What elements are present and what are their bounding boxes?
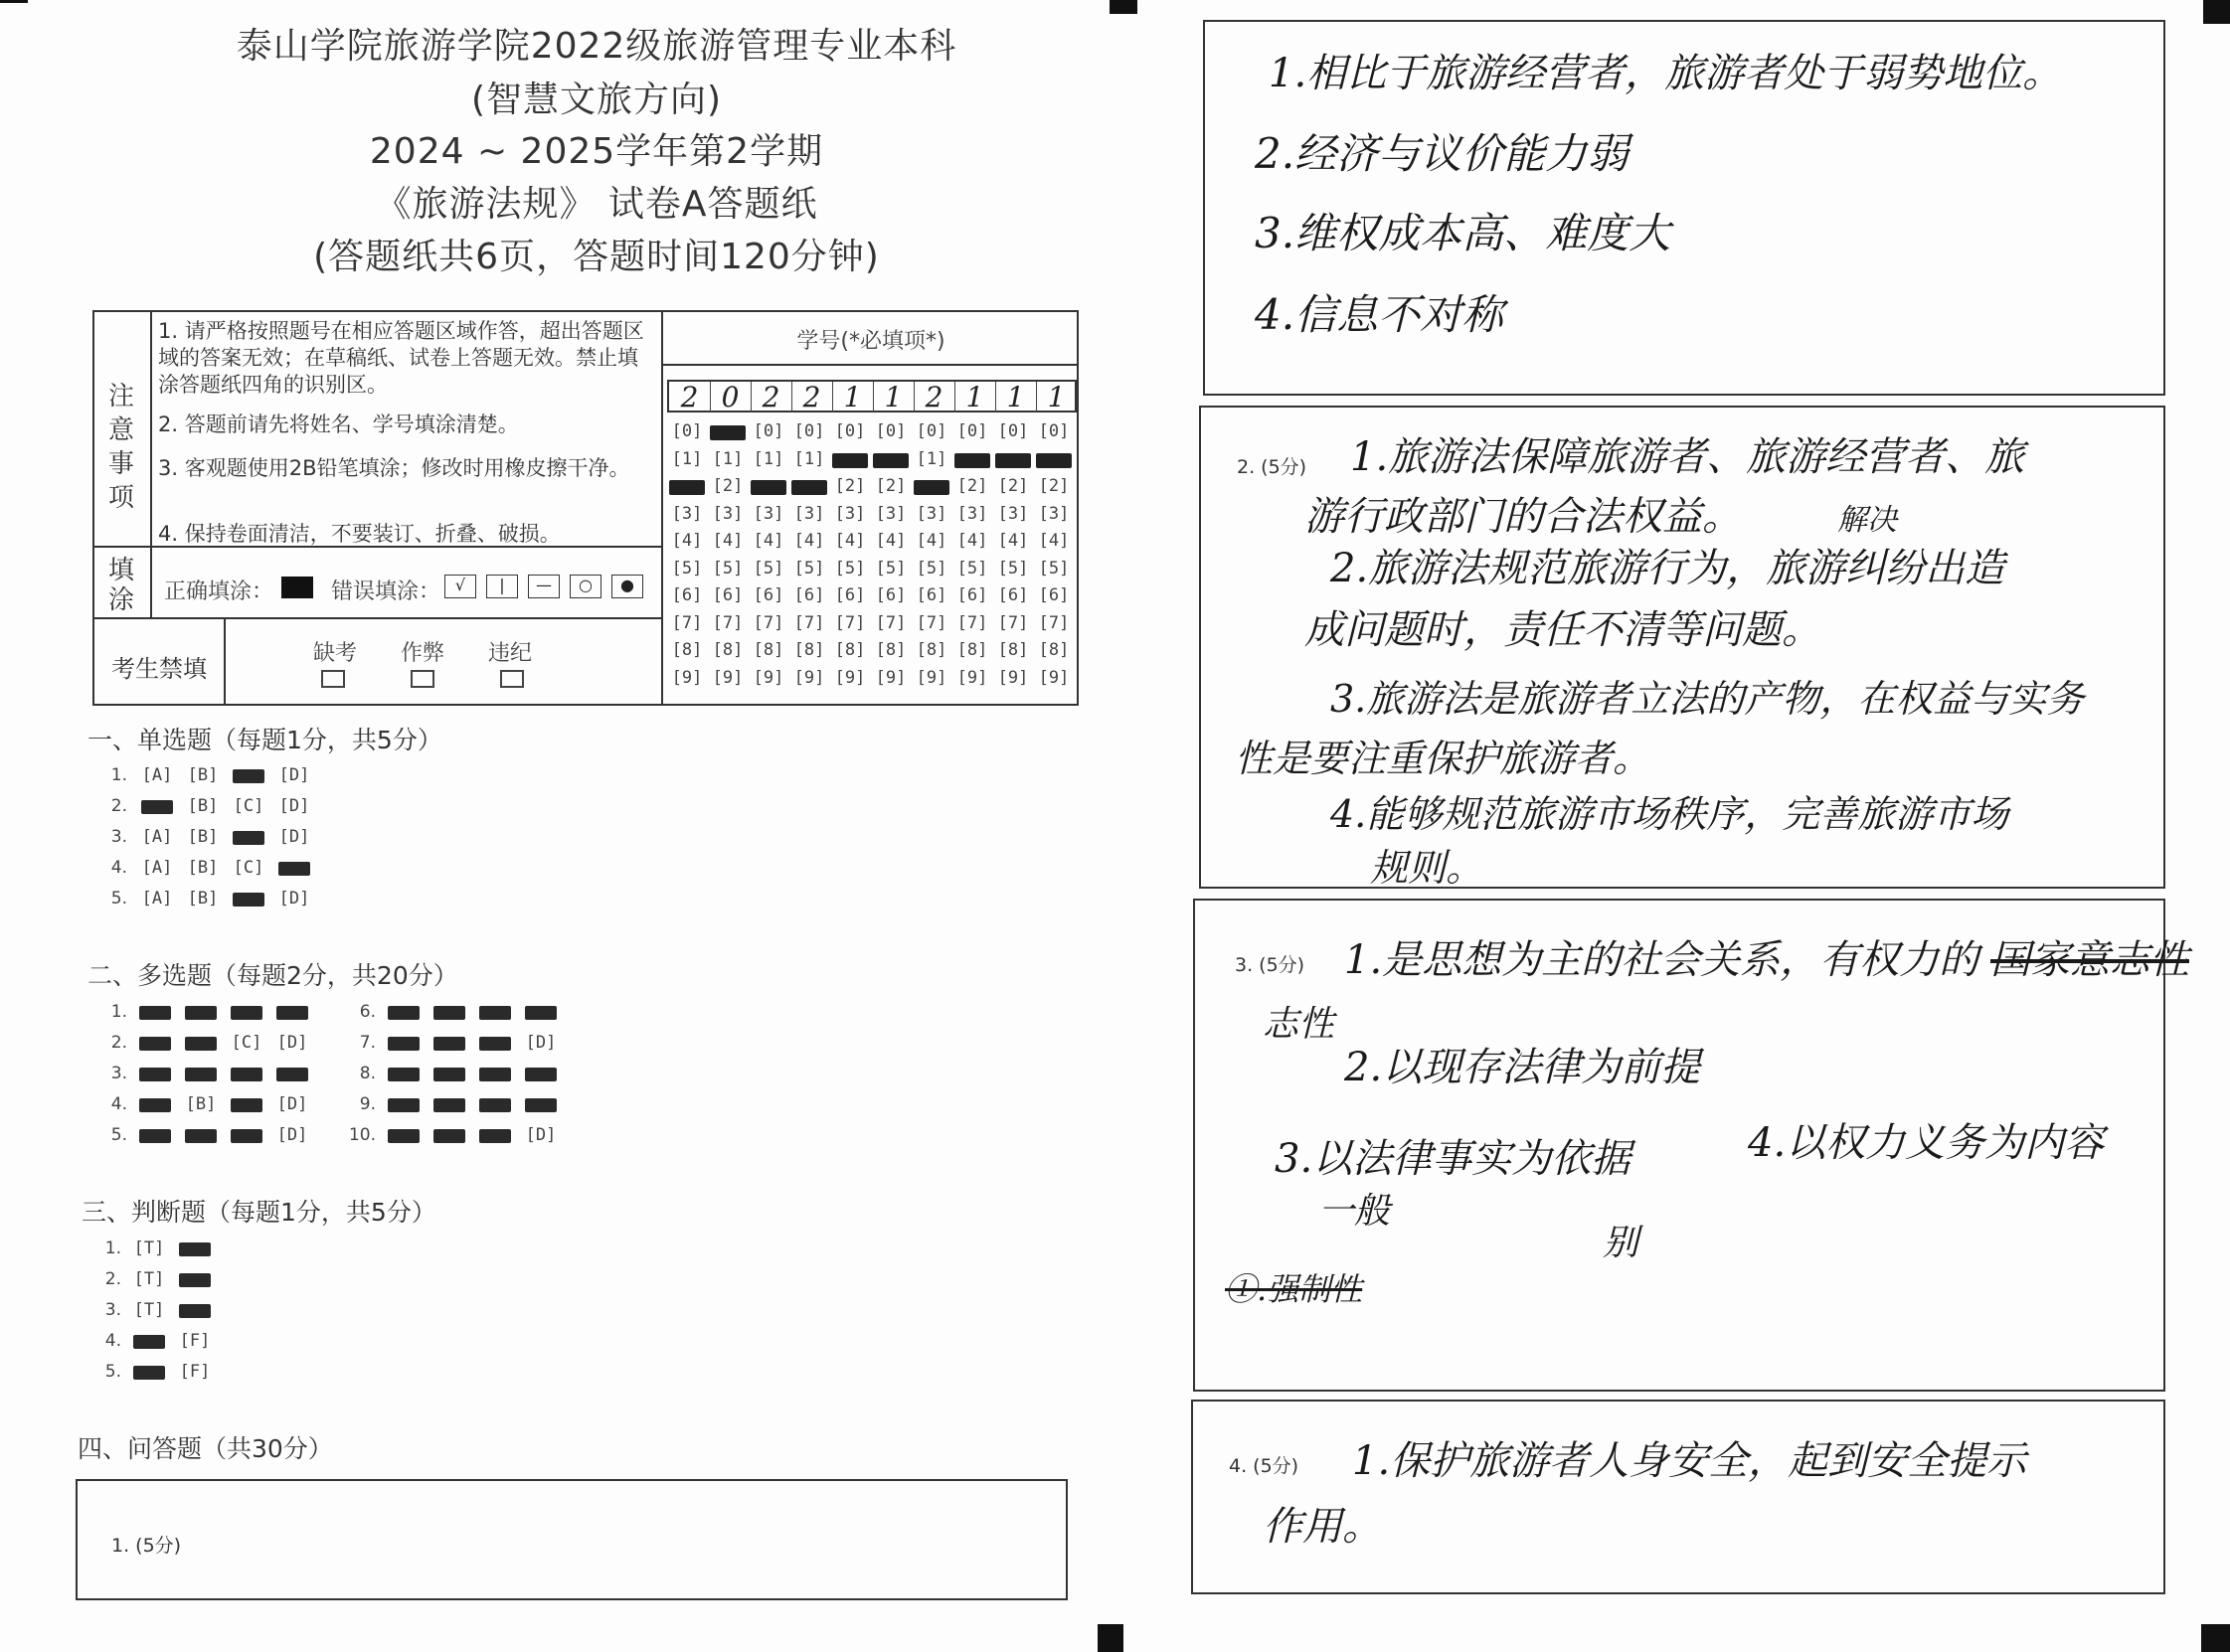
option-bubble-filled[interactable] bbox=[133, 1335, 165, 1349]
status-cheat-label: 作弊 bbox=[401, 641, 445, 666]
id-bubble[interactable]: [0] bbox=[671, 421, 703, 441]
id-bubble[interactable] bbox=[832, 453, 868, 468]
fill-correct-sample bbox=[281, 577, 313, 598]
answer-box-q4[interactable] bbox=[1191, 1400, 2165, 1594]
id-bubble[interactable]: [8] bbox=[997, 640, 1029, 660]
wrong-mark-circle: ○ bbox=[570, 575, 601, 598]
id-bubble[interactable]: [4] bbox=[916, 531, 947, 551]
question-number: 4. bbox=[110, 858, 127, 878]
q1-label: 1. (5分) bbox=[111, 1535, 182, 1557]
option-bubble-filled[interactable] bbox=[233, 831, 264, 845]
q2-answer-line8: 规则。 bbox=[1370, 846, 1484, 890]
option-bubble-filled[interactable] bbox=[525, 1006, 557, 1020]
option-bubble[interactable]: [T] bbox=[133, 1300, 165, 1320]
id-bubble[interactable]: [4] bbox=[1038, 531, 1070, 551]
option-bubble[interactable]: [B] bbox=[187, 889, 219, 909]
option-bubble[interactable]: [B] bbox=[185, 1094, 217, 1114]
id-bubble[interactable]: [2] bbox=[997, 476, 1029, 496]
notes-item-2: 2. 答题前请先将姓名、学号填涂清楚。 bbox=[158, 413, 519, 436]
id-digit: 2 bbox=[669, 382, 711, 413]
id-bubble[interactable]: [8] bbox=[956, 640, 988, 660]
id-bubble[interactable]: [1] bbox=[793, 448, 825, 469]
question-number: 9. bbox=[359, 1094, 376, 1114]
id-bubble[interactable]: [7] bbox=[956, 612, 988, 633]
id-bubble[interactable]: [6] bbox=[834, 585, 866, 605]
option-bubble-filled[interactable] bbox=[388, 1037, 420, 1051]
id-bubble[interactable]: [3] bbox=[712, 503, 744, 524]
question-number: 5. bbox=[110, 1125, 127, 1145]
option-bubble[interactable]: [A] bbox=[141, 858, 173, 878]
section3-questions bbox=[82, 1239, 380, 1398]
option-bubble[interactable]: [C] bbox=[233, 858, 264, 878]
header-line4: 《旅游法规》 试卷A答题纸 bbox=[375, 184, 818, 225]
row-divider-1 bbox=[94, 546, 661, 548]
id-bubble[interactable]: [2] bbox=[956, 476, 988, 496]
id-bubble[interactable]: [9] bbox=[793, 667, 825, 688]
option-bubble-filled[interactable] bbox=[433, 1068, 465, 1081]
section3-title: 三、判断题（每题1分，共5分） bbox=[82, 1198, 436, 1227]
option-bubble[interactable]: [F] bbox=[179, 1331, 211, 1351]
q3-answer-line1: 1.是思想为主的社会关系，有权力的 bbox=[1344, 937, 1979, 983]
question-number: 5. bbox=[104, 1362, 121, 1382]
option-bubble[interactable]: [D] bbox=[278, 765, 310, 785]
option-bubble-filled[interactable] bbox=[278, 862, 310, 876]
q2-answer-line7: 4.能够规范旅游市场秩序，完善旅游市场 bbox=[1330, 792, 2009, 836]
option-bubble-filled[interactable] bbox=[388, 1098, 420, 1112]
id-bubble[interactable]: [6] bbox=[997, 585, 1029, 605]
option-bubble[interactable]: [A] bbox=[141, 827, 173, 847]
id-bubble[interactable]: [6] bbox=[671, 585, 703, 605]
q3-answer-line6: 一般 bbox=[1318, 1191, 1391, 1232]
q3-answer-line5: 4.以权力义务为内容 bbox=[1748, 1120, 2105, 1166]
header-line3: 2024 ~ 2025学年第2学期 bbox=[369, 131, 824, 172]
notes-item-4: 4. 保持卷面清洁，不要装订、折叠、破损。 bbox=[158, 522, 561, 546]
option-bubble[interactable]: [T] bbox=[133, 1239, 165, 1258]
option-bubble[interactable]: [F] bbox=[179, 1362, 211, 1382]
id-bubble[interactable]: [7] bbox=[671, 612, 703, 633]
option-bubble-filled[interactable] bbox=[139, 1098, 171, 1112]
id-bubble[interactable]: [3] bbox=[753, 503, 784, 524]
q3-answer-line2: 志性 bbox=[1263, 1004, 1335, 1045]
id-bubble[interactable]: [5] bbox=[793, 558, 825, 578]
option-bubble-filled[interactable] bbox=[231, 1129, 262, 1143]
option-bubble-filled[interactable] bbox=[525, 1068, 557, 1081]
q2-answer-line3: 2.旅游法规范旅游行为，旅游纠纷出造 bbox=[1330, 546, 2005, 591]
question-number: 1. bbox=[104, 1239, 121, 1258]
option-bubble-filled[interactable] bbox=[433, 1129, 465, 1143]
id-bubble[interactable]: [4] bbox=[997, 531, 1029, 551]
option-bubble-filled[interactable] bbox=[479, 1006, 511, 1020]
id-bubble[interactable]: [3] bbox=[916, 503, 947, 524]
id-digit: 1 bbox=[873, 382, 915, 413]
option-bubble-filled[interactable] bbox=[139, 1068, 171, 1081]
option-bubble-filled[interactable] bbox=[179, 1242, 211, 1256]
option-bubble-filled[interactable] bbox=[185, 1037, 217, 1051]
section1-questions bbox=[87, 765, 585, 924]
id-bubble[interactable]: [4] bbox=[793, 531, 825, 551]
option-bubble[interactable]: [D] bbox=[525, 1033, 557, 1053]
id-bubble[interactable]: [7] bbox=[1038, 612, 1070, 633]
id-bubble[interactable]: [7] bbox=[753, 612, 784, 633]
q3-answer-line4: 3.以法律事实为依据 bbox=[1275, 1136, 1631, 1182]
section2-title: 二、多选题（每题2分，共20分） bbox=[87, 961, 458, 990]
id-bubble[interactable] bbox=[873, 453, 909, 468]
id-bubble[interactable]: [9] bbox=[875, 667, 907, 688]
id-bubble[interactable]: [3] bbox=[956, 503, 988, 524]
id-bubble[interactable]: [1] bbox=[753, 448, 784, 469]
id-bubble[interactable]: [8] bbox=[793, 640, 825, 660]
id-bubble[interactable]: [5] bbox=[956, 558, 988, 578]
id-bubble[interactable] bbox=[954, 453, 990, 468]
question-number: 10. bbox=[348, 1125, 376, 1145]
id-digit: 0 bbox=[710, 382, 752, 413]
id-bubble[interactable]: [8] bbox=[753, 640, 784, 660]
q4-label: 4. (5分) bbox=[1229, 1455, 1299, 1477]
question-number: 1. bbox=[110, 765, 127, 785]
corner-marker-bottom-center bbox=[1098, 1624, 1123, 1652]
q4-answer-line2: 作用。 bbox=[1263, 1504, 1382, 1550]
id-bubble[interactable]: [7] bbox=[916, 612, 947, 633]
question-number: 3. bbox=[110, 827, 127, 847]
option-bubble-filled[interactable] bbox=[179, 1304, 211, 1318]
section1-title: 一、单选题（每题1分，共5分） bbox=[87, 726, 442, 754]
question-number: 5. bbox=[110, 889, 127, 909]
q2-answer-line1: 1.旅游法保障旅游者、旅游经营者、旅 bbox=[1350, 434, 2025, 480]
id-bubble[interactable]: [9] bbox=[753, 667, 784, 688]
option-bubble-filled[interactable] bbox=[433, 1098, 465, 1112]
id-bubble[interactable]: [3] bbox=[793, 503, 825, 524]
id-bubble[interactable]: [0] bbox=[753, 421, 784, 441]
id-bubble[interactable] bbox=[995, 453, 1031, 468]
id-digit: 2 bbox=[914, 382, 955, 413]
header-line1: 泰山学院旅游学院2022级旅游管理专业本科 bbox=[236, 26, 957, 67]
option-bubble-filled[interactable] bbox=[179, 1273, 211, 1287]
exam-status-label: 考生禁填 bbox=[111, 655, 207, 683]
id-bubble[interactable]: [4] bbox=[753, 531, 784, 551]
id-bubble[interactable]: [3] bbox=[875, 503, 907, 524]
exam-status-label-cell bbox=[94, 619, 226, 704]
question-number: 2. bbox=[110, 796, 127, 816]
option-bubble-filled[interactable] bbox=[141, 800, 173, 814]
option-bubble-filled[interactable] bbox=[233, 769, 264, 783]
fill-correct-label: 正确填涂： bbox=[164, 579, 274, 604]
id-bubble[interactable]: [4] bbox=[956, 531, 988, 551]
fill-wrong-samples bbox=[444, 575, 643, 598]
fill-wrong-label: 错误填涂： bbox=[331, 579, 441, 604]
question-number: 2. bbox=[104, 1269, 121, 1289]
option-bubble-filled[interactable] bbox=[185, 1129, 217, 1143]
wrong-mark-dot: ● bbox=[611, 575, 643, 598]
id-bubble[interactable]: [5] bbox=[834, 558, 866, 578]
question-number: 3. bbox=[104, 1300, 121, 1320]
id-bubble[interactable]: [8] bbox=[916, 640, 947, 660]
option-bubble[interactable]: [D] bbox=[278, 796, 310, 816]
id-bubble[interactable] bbox=[791, 480, 827, 495]
question-number: 8. bbox=[359, 1064, 376, 1083]
status-absent-checkbox[interactable] bbox=[321, 670, 345, 688]
notes-label bbox=[94, 312, 152, 546]
section4-title: 四、问答题（共30分） bbox=[78, 1434, 333, 1463]
q2-answer-line2: 游行政部门的合法权益。 bbox=[1304, 494, 1742, 540]
q1-answer-line2: 2.经济与议价能力弱 bbox=[1255, 129, 1630, 178]
option-bubble[interactable]: [C] bbox=[231, 1033, 262, 1053]
id-bubble[interactable]: [8] bbox=[712, 640, 744, 660]
q3-strike-text2: ①.强制性 bbox=[1225, 1270, 1363, 1308]
id-bubble[interactable] bbox=[669, 480, 705, 495]
student-id-line bbox=[663, 364, 1079, 366]
option-bubble[interactable]: [D] bbox=[276, 1125, 308, 1145]
option-bubble[interactable]: [D] bbox=[525, 1125, 557, 1145]
id-bubble[interactable]: [5] bbox=[712, 558, 744, 578]
id-bubble[interactable]: [9] bbox=[956, 667, 988, 688]
option-bubble[interactable]: [A] bbox=[141, 765, 173, 785]
q2-label: 2. (5分) bbox=[1237, 456, 1307, 478]
id-bubble[interactable]: [6] bbox=[916, 585, 947, 605]
id-bubble[interactable]: [0] bbox=[956, 421, 988, 441]
notes-label-text: 注意事项 bbox=[108, 382, 135, 513]
option-bubble[interactable]: [D] bbox=[276, 1094, 308, 1114]
option-bubble-filled[interactable] bbox=[133, 1366, 165, 1380]
id-bubble[interactable]: [1] bbox=[712, 448, 744, 469]
id-bubble[interactable]: [7] bbox=[875, 612, 907, 633]
id-bubble[interactable]: [4] bbox=[712, 531, 744, 551]
id-bubble[interactable]: [8] bbox=[1038, 640, 1070, 660]
option-bubble-filled[interactable] bbox=[231, 1068, 262, 1081]
id-bubble[interactable]: [7] bbox=[834, 612, 866, 633]
option-bubble-filled[interactable] bbox=[233, 893, 264, 907]
option-bubble[interactable]: [B] bbox=[187, 827, 219, 847]
q2-answer-line4: 成问题时，责任不清等问题。 bbox=[1304, 607, 1821, 653]
option-bubble-filled[interactable] bbox=[388, 1006, 420, 1020]
option-bubble-filled[interactable] bbox=[139, 1037, 171, 1051]
option-bubble-filled[interactable] bbox=[479, 1129, 511, 1143]
section2-questions bbox=[87, 1002, 684, 1161]
id-digit: 1 bbox=[832, 382, 874, 413]
option-bubble-filled[interactable] bbox=[479, 1068, 511, 1081]
notes-item-1: 1. 请严格按照题号在相应答题区域作答，超出答题区域的答案无效；在草稿纸、试卷上答题无效。禁止填涂答题纸四角的识别区。 bbox=[158, 319, 644, 397]
option-bubble-filled[interactable] bbox=[479, 1098, 511, 1112]
id-bubble[interactable]: [8] bbox=[834, 640, 866, 660]
info-table bbox=[92, 310, 1079, 706]
q4-answer-line1: 1.保护旅游者人身安全，起到安全提示 bbox=[1352, 1438, 2027, 1484]
corner-marker-top-left bbox=[0, 0, 28, 3]
wrong-mark-dash: — bbox=[528, 575, 560, 598]
id-digit: 1 bbox=[995, 382, 1037, 413]
id-bubble[interactable]: [3] bbox=[997, 503, 1029, 524]
id-digit: 1 bbox=[1047, 381, 1066, 413]
id-bubble[interactable]: [5] bbox=[671, 558, 703, 578]
id-bubble[interactable]: [5] bbox=[753, 558, 784, 578]
option-bubble[interactable]: [D] bbox=[278, 889, 310, 909]
q1-answer-line4: 4.信息不对称 bbox=[1255, 290, 1504, 339]
corner-marker-top-right bbox=[2203, 0, 2230, 24]
corner-marker-top-center bbox=[1110, 0, 1137, 14]
fill-label-cell bbox=[94, 548, 152, 617]
option-bubble-filled[interactable] bbox=[185, 1068, 217, 1081]
id-bubble[interactable]: [2] bbox=[834, 476, 866, 496]
id-bubble[interactable]: [9] bbox=[1038, 667, 1070, 688]
id-bubble[interactable]: [9] bbox=[712, 667, 744, 688]
option-bubble[interactable]: [B] bbox=[187, 858, 219, 878]
id-bubble[interactable]: [9] bbox=[997, 667, 1029, 688]
student-id-label: 学号(*必填项*) bbox=[796, 329, 945, 354]
id-bubble[interactable] bbox=[710, 425, 746, 440]
id-bubble[interactable]: [6] bbox=[875, 585, 907, 605]
id-bubble[interactable]: [2] bbox=[712, 476, 744, 496]
student-id-bubble-grid bbox=[667, 421, 1077, 704]
id-bubble[interactable]: [9] bbox=[916, 667, 947, 688]
id-bubble[interactable]: [5] bbox=[1038, 558, 1070, 578]
id-bubble[interactable]: [9] bbox=[834, 667, 866, 688]
option-bubble-filled[interactable] bbox=[525, 1098, 557, 1112]
corner-marker-bottom-right bbox=[2201, 1624, 2230, 1652]
id-bubble[interactable]: [4] bbox=[671, 531, 703, 551]
option-bubble[interactable]: [D] bbox=[278, 827, 310, 847]
answer-box-q1-continued[interactable] bbox=[1203, 20, 2165, 396]
option-bubble-filled[interactable] bbox=[139, 1129, 171, 1143]
q2-answer-line5: 3.旅游法是旅游者立法的产物，在权益与实务 bbox=[1330, 677, 2085, 721]
id-bubble[interactable]: [8] bbox=[671, 640, 703, 660]
id-bubble[interactable]: [4] bbox=[834, 531, 866, 551]
status-violation-checkbox[interactable] bbox=[500, 670, 524, 688]
id-bubble[interactable]: [5] bbox=[875, 558, 907, 578]
question-number: 2. bbox=[110, 1033, 127, 1053]
q3-strike-text: 国家意志性 bbox=[1990, 937, 2189, 983]
id-digit: 2 bbox=[791, 382, 833, 413]
id-bubble[interactable]: [3] bbox=[1038, 503, 1070, 524]
option-bubble[interactable]: [T] bbox=[133, 1269, 165, 1289]
option-bubble[interactable]: [A] bbox=[141, 889, 173, 909]
id-bubble[interactable]: [6] bbox=[793, 585, 825, 605]
status-violation-label: 违纪 bbox=[488, 641, 533, 666]
option-bubble-filled[interactable] bbox=[231, 1098, 262, 1112]
option-bubble-filled[interactable] bbox=[276, 1006, 308, 1020]
id-bubble[interactable]: [0] bbox=[793, 421, 825, 441]
status-cheat-checkbox[interactable] bbox=[411, 670, 434, 688]
id-bubble[interactable]: [0] bbox=[916, 421, 947, 441]
id-bubble[interactable]: [6] bbox=[956, 585, 988, 605]
id-bubble[interactable] bbox=[751, 480, 786, 495]
question-number: 6. bbox=[359, 1002, 376, 1022]
id-bubble[interactable]: [1] bbox=[671, 448, 703, 469]
id-bubble[interactable]: [5] bbox=[997, 558, 1029, 578]
id-bubble[interactable]: [7] bbox=[712, 612, 744, 633]
id-bubble[interactable]: [4] bbox=[875, 531, 907, 551]
header-line2: (智慧文旅方向) bbox=[470, 80, 723, 120]
option-bubble[interactable]: [B] bbox=[187, 796, 219, 816]
id-bubble[interactable] bbox=[914, 480, 949, 495]
option-bubble-filled[interactable] bbox=[388, 1068, 420, 1081]
id-bubble[interactable]: [0] bbox=[834, 421, 866, 441]
notes-item-3: 3. 客观题使用2B铅笔填涂；修改时用橡皮擦干净。 bbox=[158, 456, 630, 480]
divider bbox=[661, 312, 663, 704]
id-bubble[interactable]: [0] bbox=[875, 421, 907, 441]
id-bubble[interactable]: [3] bbox=[834, 503, 866, 524]
header-line5: (答题纸共6页，答题时间120分钟) bbox=[313, 237, 880, 277]
id-bubble[interactable]: [7] bbox=[997, 612, 1029, 633]
question-number: 7. bbox=[359, 1033, 376, 1053]
option-bubble-filled[interactable] bbox=[231, 1006, 262, 1020]
id-bubble[interactable] bbox=[1036, 453, 1072, 468]
option-bubble[interactable]: [B] bbox=[187, 765, 219, 785]
option-bubble[interactable]: [C] bbox=[233, 796, 264, 816]
id-bubble[interactable]: [6] bbox=[712, 585, 744, 605]
q2-answer-line6: 性是要注重保护旅游者。 bbox=[1235, 737, 1651, 780]
wrong-mark-check: √ bbox=[444, 575, 476, 598]
question-number: 4. bbox=[110, 1094, 127, 1114]
option-bubble[interactable]: [D] bbox=[276, 1033, 308, 1053]
id-bubble[interactable]: [6] bbox=[1038, 585, 1070, 605]
id-bubble[interactable]: [6] bbox=[753, 585, 784, 605]
question-number: 1. bbox=[110, 1002, 127, 1022]
wrong-mark-bar: | bbox=[486, 575, 518, 598]
id-digit: 1 bbox=[954, 382, 996, 413]
answer-box-q2[interactable] bbox=[1199, 406, 2165, 889]
q2-note: 解决 bbox=[1837, 503, 1897, 538]
option-bubble-filled[interactable] bbox=[433, 1037, 465, 1051]
option-bubble-filled[interactable] bbox=[139, 1006, 171, 1020]
option-bubble-filled[interactable] bbox=[479, 1037, 511, 1051]
id-digit: 2 bbox=[751, 382, 792, 413]
id-bubble[interactable]: [5] bbox=[916, 558, 947, 578]
id-bubble[interactable]: [3] bbox=[671, 503, 703, 524]
fill-label-text: 填涂 bbox=[108, 556, 135, 615]
status-absent-label: 缺考 bbox=[313, 641, 358, 666]
id-bubble[interactable]: [1] bbox=[916, 448, 947, 469]
id-bubble[interactable]: [0] bbox=[997, 421, 1029, 441]
id-bubble[interactable]: [9] bbox=[671, 667, 703, 688]
id-bubble[interactable]: [0] bbox=[1038, 421, 1070, 441]
q1-answer-line3: 3.维权成本高、难度大 bbox=[1255, 209, 1671, 257]
q3-misc-mark: 别 bbox=[1603, 1223, 1639, 1263]
question-number: 3. bbox=[110, 1064, 127, 1083]
option-bubble-filled[interactable] bbox=[276, 1068, 308, 1081]
option-bubble-filled[interactable] bbox=[185, 1006, 217, 1020]
option-bubble-filled[interactable] bbox=[388, 1129, 420, 1143]
id-bubble[interactable]: [2] bbox=[875, 476, 907, 496]
q1-answer-line1: 1.相比于旅游经营者，旅游者处于弱势地位。 bbox=[1269, 51, 2063, 96]
q3-label: 3. (5分) bbox=[1235, 954, 1305, 976]
question-number: 4. bbox=[104, 1331, 121, 1351]
q3-answer-line3: 2.以现存法律为前提 bbox=[1344, 1045, 1701, 1090]
id-bubble[interactable]: [2] bbox=[1038, 476, 1070, 496]
id-bubble[interactable]: [8] bbox=[875, 640, 907, 660]
option-bubble-filled[interactable] bbox=[433, 1006, 465, 1020]
student-id-digits bbox=[667, 380, 1077, 413]
answer-box-q1-start[interactable] bbox=[76, 1479, 1068, 1600]
answer-box-q3[interactable] bbox=[1193, 899, 2189, 1392]
id-bubble[interactable]: [7] bbox=[793, 612, 825, 633]
